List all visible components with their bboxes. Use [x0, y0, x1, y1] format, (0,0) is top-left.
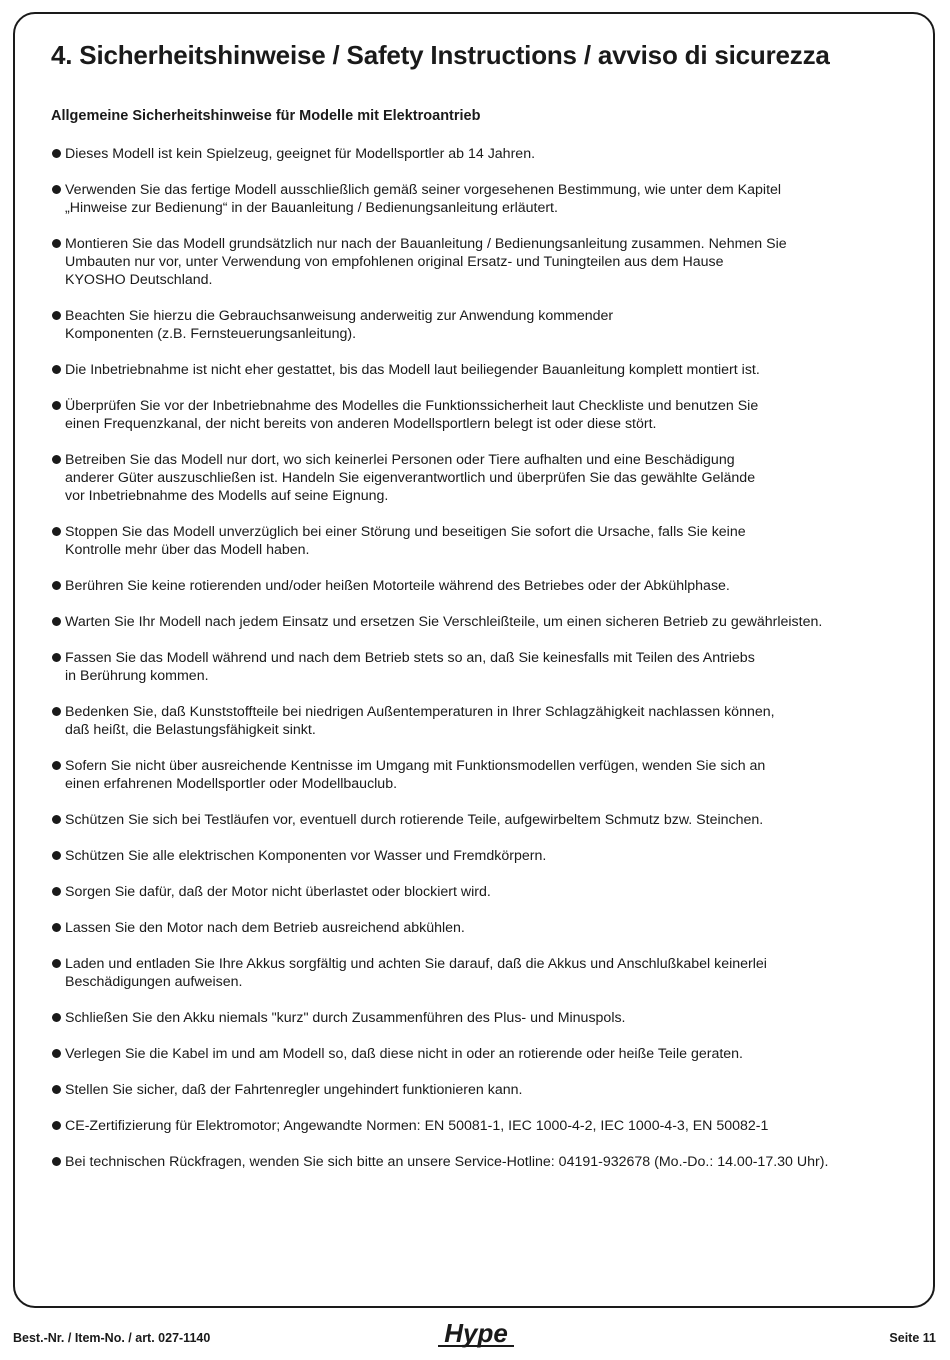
list-item [51, 1009, 911, 1027]
list-item-text: Dieses Modell ist kein Spielzeug, geeignet für Modellsportler ab 14 Jahren. [65, 146, 536, 162]
list-item-text: Verlegen Sie die Kabel im und am Modell so, daß diese nicht in oder an rotierende oder heiße Teile geraten. [65, 1046, 743, 1062]
list-item [51, 613, 911, 631]
list-item-text: Bedenken Sie, daß Kunststoffteile bei niedrigen Außentemperaturen in Ihrer Schlagzähigkeit nachlassen können, daß heißt, die Belastungsfähigkeit sinkt. [65, 704, 775, 738]
bullet-icon [52, 1157, 61, 1166]
list-item-text: Montieren Sie das Modell grundsätzlich nur nach der Bauanleitung / Bedienungsanleitung zusammen. Nehmen Sie Umbauten nur vor, unter Verwendung von empfohlenen original Ersatz- und Tuningteilen aus dem Hause KYOSHO Deutschland. [65, 236, 787, 288]
list-item [51, 235, 911, 289]
page-number: Seite 11 [889, 1331, 936, 1345]
list-item [51, 307, 911, 343]
list-item [51, 397, 911, 433]
list-item-text: Sofern Sie nicht über ausreichende Kentnisse im Umgang mit Funktionsmodellen verfügen, wenden Sie sich an einen erfahrenen Modellsportler oder Modellbauclub. [65, 758, 766, 792]
list-item-text: Schützen Sie sich bei Testläufen vor, eventuell durch rotierende Teile, aufgewirbeltem Schmutz bzw. Steinchen. [65, 812, 764, 828]
bullet-icon [52, 401, 61, 410]
list-item [51, 649, 911, 685]
list-item-text: Beachten Sie hierzu die Gebrauchsanweisung anderweitig zur Anwendung kommender Komponenten (z.B. Fernsteuerungsanleitung). [65, 308, 614, 342]
bullet-icon [52, 761, 61, 770]
bullet-icon [52, 959, 61, 968]
bullet-icon [52, 365, 61, 374]
list-item-text: Bei technischen Rückfragen, wenden Sie sich bitte an unsere Service-Hotline: 04191-932678 (Mo.-Do.: 14.00-17.30 Uhr). [65, 1154, 829, 1170]
list-item-text: Die Inbetriebnahme ist nicht eher gestattet, bis das Modell laut beiliegender Bauanleitung komplett montiert ist. [65, 362, 760, 378]
bullet-icon [52, 707, 61, 716]
list-item [51, 847, 911, 865]
bullet-icon [52, 239, 61, 248]
list-item [51, 757, 911, 793]
bullet-icon [52, 1049, 61, 1058]
bullet-icon [52, 1085, 61, 1094]
list-item [51, 451, 911, 505]
page-title: 4. Sicherheitshinweise / Safety Instructions / avviso di sicurezza [51, 40, 830, 70]
bullet-icon [52, 1013, 61, 1022]
list-item [51, 883, 911, 901]
list-item [51, 811, 911, 829]
list-item-text: Stellen Sie sicher, daß der Fahrtenregler ungehindert funktionieren kann. [65, 1082, 523, 1098]
list-item [51, 181, 911, 217]
bullet-icon [52, 527, 61, 536]
bullet-icon [52, 1121, 61, 1130]
bullet-icon [52, 815, 61, 824]
bullet-icon [52, 149, 61, 158]
list-item [51, 1153, 911, 1171]
list-item-text: Schützen Sie alle elektrischen Komponenten vor Wasser und Fremdkörpern. [65, 848, 547, 864]
list-item [51, 1117, 911, 1135]
list-item [51, 955, 911, 991]
bullet-icon [52, 887, 61, 896]
bullet-icon [52, 617, 61, 626]
list-item-text: Sorgen Sie dafür, daß der Motor nicht überlastet oder blockiert wird. [65, 884, 491, 900]
list-item [51, 1081, 911, 1099]
list-item [51, 919, 911, 937]
list-item [51, 523, 911, 559]
bullet-icon [52, 311, 61, 320]
list-item [51, 577, 911, 595]
list-item-text: Lassen Sie den Motor nach dem Betrieb ausreichend abkühlen. [65, 920, 465, 936]
list-item-text: Laden und entladen Sie Ihre Akkus sorgfältig und achten Sie darauf, daß die Akkus und Anschlußkabel keinerlei Beschädigungen aufweisen. [65, 956, 767, 990]
list-item [51, 703, 911, 739]
bullet-icon [52, 923, 61, 932]
section-subtitle: Allgemeine Sicherheitshinweise für Modelle mit Elektroantrieb [51, 108, 481, 124]
bullet-icon [52, 653, 61, 662]
bullet-icon [52, 581, 61, 590]
list-item-text: Schließen Sie den Akku niemals "kurz" durch Zusammenführen des Plus- und Minuspols. [65, 1010, 626, 1026]
list-item-text: Verwenden Sie das fertige Modell ausschließlich gemäß seiner vorgesehenen Bestimmung, wie unter dem Kapitel „Hinweise zur Bedienung“ in der Bauanleitung / Bedienungsanleitung erläutert. [65, 182, 782, 216]
safety-list [51, 145, 911, 1189]
bullet-icon [52, 185, 61, 194]
list-item [51, 361, 911, 379]
logo-text: Hype [444, 1318, 508, 1348]
list-item-text: Stoppen Sie das Modell unverzüglich bei einer Störung und beseitigen Sie sofort die Ursache, falls Sie keine Kontrolle mehr über das Modell haben. [65, 524, 746, 558]
bullet-icon [52, 455, 61, 464]
hype-logo [430, 1316, 522, 1352]
bullet-icon [52, 851, 61, 860]
list-item-text: Berühren Sie keine rotierenden und/oder heißen Motorteile während des Betriebes oder der Abkühlphase. [65, 578, 730, 594]
item-number: Best.-Nr. / Item-No. / art. 027-1140 [13, 1331, 211, 1345]
list-item [51, 145, 911, 163]
list-item-text: Betreiben Sie das Modell nur dort, wo sich keinerlei Personen oder Tiere aufhalten und eine Beschädigung anderer Güter auszuschließen ist. Handeln Sie eigenverantwortlich und überprüfen Sie das gewählte Gelände vor Inbetriebnahme des Modells auf seine Eignung. [65, 452, 756, 504]
list-item-text: Überprüfen Sie vor der Inbetriebnahme des Modelles die Funktionssicherheit laut Checkliste und benutzen Sie einen Frequenzkanal, der nicht bereits von anderen Modellsportlern belegt ist oder diese stört. [65, 398, 759, 432]
list-item-text: Warten Sie Ihr Modell nach jedem Einsatz und ersetzen Sie Verschleißteile, um einen sicheren Betrieb zu gewährleisten. [65, 614, 823, 630]
list-item [51, 1045, 911, 1063]
list-item-text: Fassen Sie das Modell während und nach dem Betrieb stets so an, daß Sie keinesfalls mit Teilen des Antriebs in Berührung kommen. [65, 650, 755, 684]
list-item-text: CE-Zertifizierung für Elektromotor; Angewandte Normen: EN 50081-1, IEC 1000-4-2, IEC 1000-4-3, EN 50082-1 [65, 1118, 769, 1134]
